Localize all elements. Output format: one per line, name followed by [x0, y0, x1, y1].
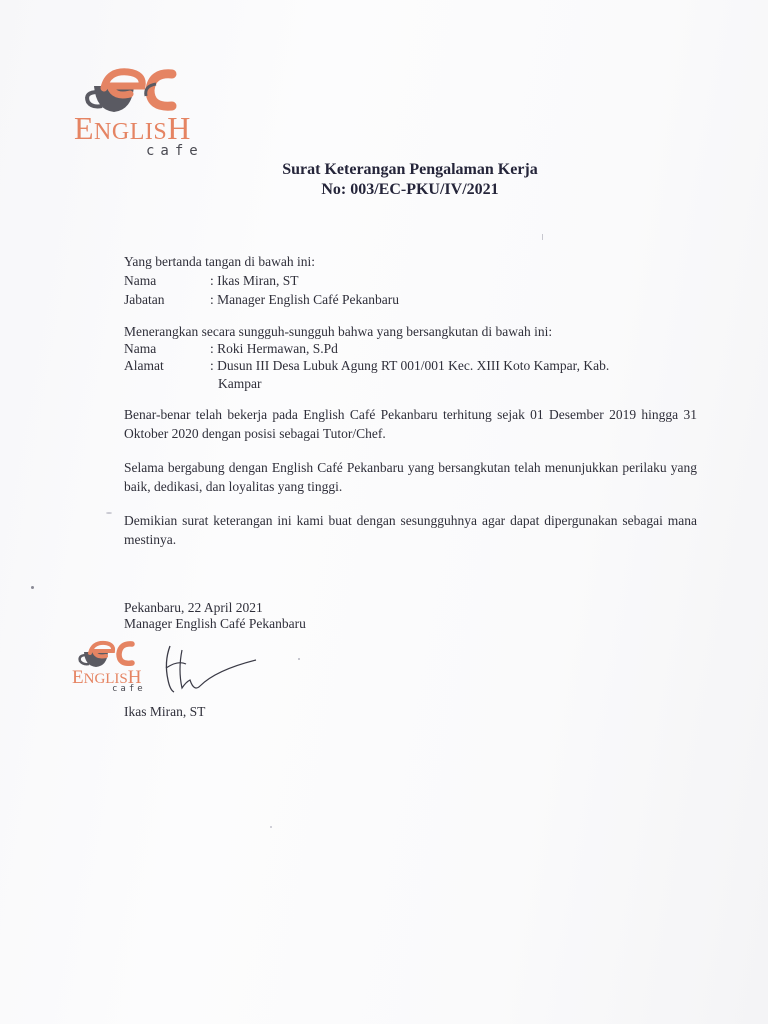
subject-name-value: : Roki Hermawan, S.Pd — [210, 341, 338, 356]
signer-position-label: Jabatan — [124, 292, 165, 307]
subject-address-line2: Kampar — [218, 376, 262, 391]
signer-role: Manager English Café Pekanbaru — [124, 616, 306, 631]
subject-name-label: Nama — [124, 341, 157, 356]
subject-intro: Menerangkan secara sungguh-sungguh bahwa yang bersangkutan di bawah ini: — [124, 324, 553, 339]
subject-address-value: : Dusun III Desa Lubuk Agung RT 001/001 Kec. XIII Koto Kampar, Kab. — [210, 358, 610, 373]
subject-address-label: Alamat — [124, 358, 164, 373]
place-date: Pekanbaru, 22 April 2021 — [124, 600, 263, 615]
signer-position-value: : Manager English Café Pekanbaru — [210, 292, 399, 307]
logo-subtitle: cafe — [146, 143, 204, 159]
signer-printed-name: Ikas Miran, ST — [124, 704, 206, 719]
english-cafe-logo — [70, 64, 220, 164]
letter-title: Surat Keterangan Pengalaman Kerja — [282, 161, 538, 178]
signer-name-value: : Ikas Miran, ST — [210, 273, 299, 288]
employment-paragraph: Benar-benar telah bekerja pada English Café Pekanbaru terhitung sejak 01 Desember 2019 hingga 31 Oktober 2020 dengan posisi sebagai Tutor/Chef. — [124, 407, 697, 441]
handwritten-signature — [156, 640, 266, 700]
signer-name-label: Nama — [124, 273, 157, 288]
closing-paragraph: Demikian surat keterangan ini kami buat dengan sesungguhnya agar dapat dipergunakan sebagai mana mestinya. — [124, 513, 697, 547]
scan-speck — [31, 586, 34, 589]
logo-wordmark: ENGLISH — [74, 110, 191, 146]
english-cafe-stamp-logo — [70, 638, 160, 698]
conduct-paragraph: Selama bergabung dengan English Café Pekanbaru yang bersangkutan telah menunjukkan perilaku yang baik, dedikasi, dan loyalitas yang tinggi. — [124, 460, 697, 494]
stamp-logo-subtitle: cafe — [112, 684, 146, 694]
scan-speck — [542, 234, 543, 240]
scan-speck — [298, 658, 300, 660]
signer-intro: Yang bertanda tangan di bawah ini: — [124, 254, 315, 269]
stamp-logo-wordmark: ENGLISH — [72, 667, 142, 688]
scan-speck — [270, 826, 272, 828]
letter-number: No: 003/EC-PKU/IV/2021 — [321, 181, 499, 198]
scan-speck — [106, 512, 112, 514]
